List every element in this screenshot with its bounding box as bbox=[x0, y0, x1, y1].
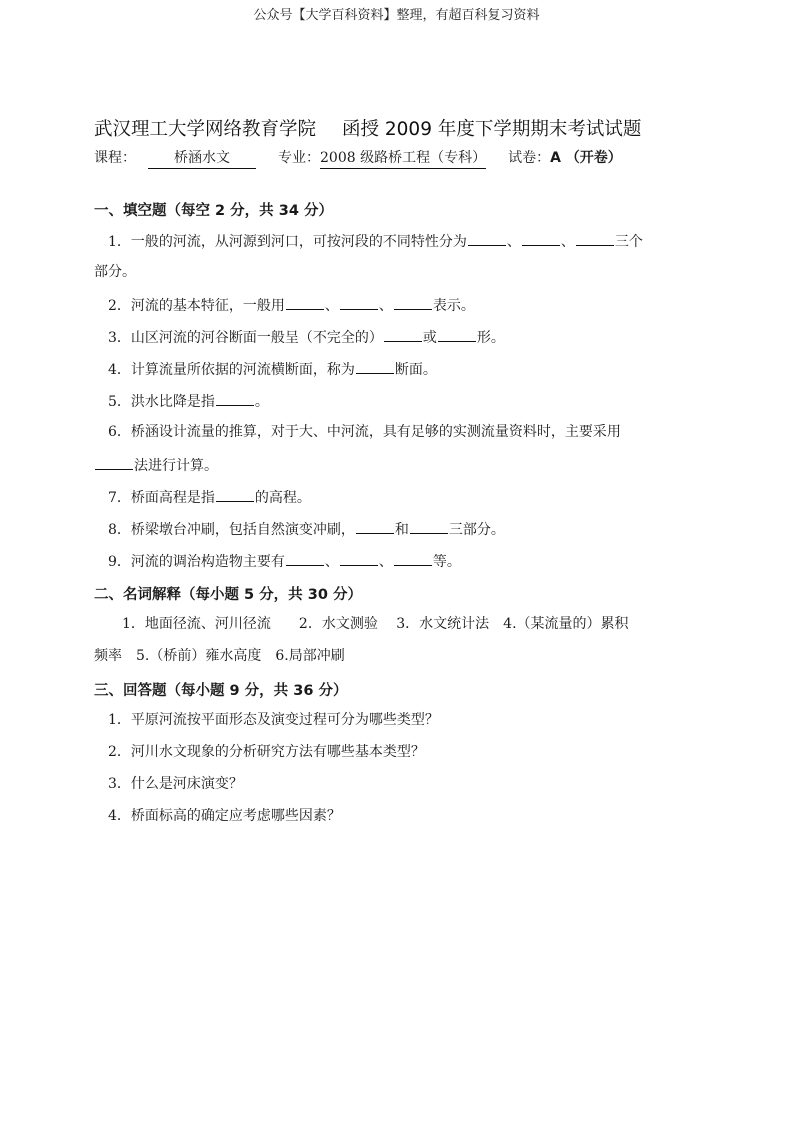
terms-line-1: 1．地面径流、河川径流 2．水文测验 3．水文统计法 4.（某流量的）累积 bbox=[122, 616, 629, 632]
q-text: 、 bbox=[324, 298, 339, 314]
q-text: 3．山区河流的河谷断面一般呈（不完全的） bbox=[108, 330, 383, 346]
institution-name: 武汉理工大学网络教育学院 bbox=[94, 119, 317, 140]
q-text: 、 bbox=[506, 234, 521, 250]
course-value: 桥涵水文 bbox=[148, 147, 256, 169]
q-text: 表示。 bbox=[432, 298, 475, 314]
q1-9 bbox=[108, 551, 461, 571]
q-text: 的高程。 bbox=[254, 490, 311, 506]
blank[interactable] bbox=[286, 551, 324, 566]
q1-2 bbox=[108, 295, 475, 315]
q-text: 7．桥面高程是指 bbox=[108, 490, 215, 506]
blank[interactable] bbox=[410, 519, 448, 534]
q-text: 断面。 bbox=[394, 362, 437, 378]
q3-4: 4．桥面标高的确定应考虑哪些因素？ bbox=[108, 808, 341, 824]
q1-1 bbox=[108, 231, 643, 251]
q-text: 和 bbox=[394, 522, 409, 538]
q-text: 、 bbox=[378, 298, 393, 314]
q-text: 、 bbox=[324, 554, 339, 570]
section-3-heading: 三、回答题（每小题 9 分，共 36 分） bbox=[94, 683, 348, 699]
q-text: 5．洪水比降是指 bbox=[108, 394, 215, 410]
paper-value: A （开卷） bbox=[550, 150, 622, 166]
q-text: 2．河流的基本特征，一般用 bbox=[108, 298, 285, 314]
q-text: 、 bbox=[560, 234, 575, 250]
q1-4 bbox=[108, 359, 437, 379]
blank[interactable] bbox=[468, 231, 506, 246]
exam-meta bbox=[94, 147, 622, 169]
q1-5 bbox=[108, 391, 269, 411]
q3-1: 1．平原河流按平面形态及演变过程可分为哪些类型？ bbox=[108, 712, 439, 728]
q-text: 等。 bbox=[432, 554, 461, 570]
q-text: 法进行计算。 bbox=[134, 458, 218, 474]
q-text: 三个 bbox=[614, 234, 643, 250]
q-text: 9．河流的调治构造物主要有 bbox=[108, 554, 285, 570]
blank[interactable] bbox=[95, 455, 133, 470]
blank[interactable] bbox=[384, 327, 422, 342]
major-value: 2008 级路桥工程（专科） bbox=[320, 147, 486, 169]
paper-label: 试卷： bbox=[508, 150, 551, 166]
q1-8 bbox=[108, 519, 505, 539]
q-text: 。 bbox=[254, 394, 269, 410]
blank[interactable] bbox=[356, 519, 394, 534]
q1-3 bbox=[108, 327, 505, 347]
major-label: 专业： bbox=[278, 150, 320, 166]
blank[interactable] bbox=[576, 231, 614, 246]
blank[interactable] bbox=[286, 295, 324, 310]
q-text: 4．计算流量所依据的河流横断面，称为 bbox=[108, 362, 355, 378]
q-text: 1．一般的河流，从河源到河口，可按河段的不同特性分为 bbox=[108, 234, 467, 250]
header-note: 公众号【大学百科资料】整理，有超百科复习资料 bbox=[253, 8, 540, 23]
section-2-heading: 二、名词解释（每小题 5 分，共 30 分） bbox=[94, 587, 362, 603]
blank[interactable] bbox=[340, 551, 378, 566]
q-text: 8．桥梁墩台冲刷，包括自然演变冲刷， bbox=[108, 522, 355, 538]
q3-3: 3．什么是河床演变？ bbox=[108, 776, 243, 792]
blank[interactable] bbox=[394, 295, 432, 310]
blank[interactable] bbox=[394, 551, 432, 566]
blank[interactable] bbox=[356, 359, 394, 374]
q1-1-cont: 部分。 bbox=[94, 264, 136, 280]
blank[interactable] bbox=[340, 295, 378, 310]
exam-title bbox=[94, 115, 641, 141]
q1-6-cont bbox=[94, 455, 218, 475]
blank[interactable] bbox=[216, 391, 254, 406]
course-label: 课程： bbox=[94, 150, 136, 166]
q-text: 形。 bbox=[476, 330, 505, 346]
blank[interactable] bbox=[522, 231, 560, 246]
terms-line-2: 频率 5.（桥前）雍水高度 6.局部冲刷 bbox=[94, 648, 345, 664]
q-text: 三部分。 bbox=[448, 522, 505, 538]
q1-6: 6．桥涵设计流量的推算，对于大、中河流，具有足够的实测流量资料时，主要采用 bbox=[108, 424, 621, 440]
q-text: 或 bbox=[422, 330, 437, 346]
blank[interactable] bbox=[216, 487, 254, 502]
blank[interactable] bbox=[438, 327, 476, 342]
section-1-heading: 一、填空题（每空 2 分，共 34 分） bbox=[94, 203, 333, 219]
q1-7 bbox=[108, 487, 311, 507]
q-text: 、 bbox=[378, 554, 393, 570]
q3-2: 2．河川水文现象的分析研究方法有哪些基本类型？ bbox=[108, 744, 425, 760]
exam-name: 函授 2009 年度下学期期末考试试题 bbox=[342, 119, 642, 140]
